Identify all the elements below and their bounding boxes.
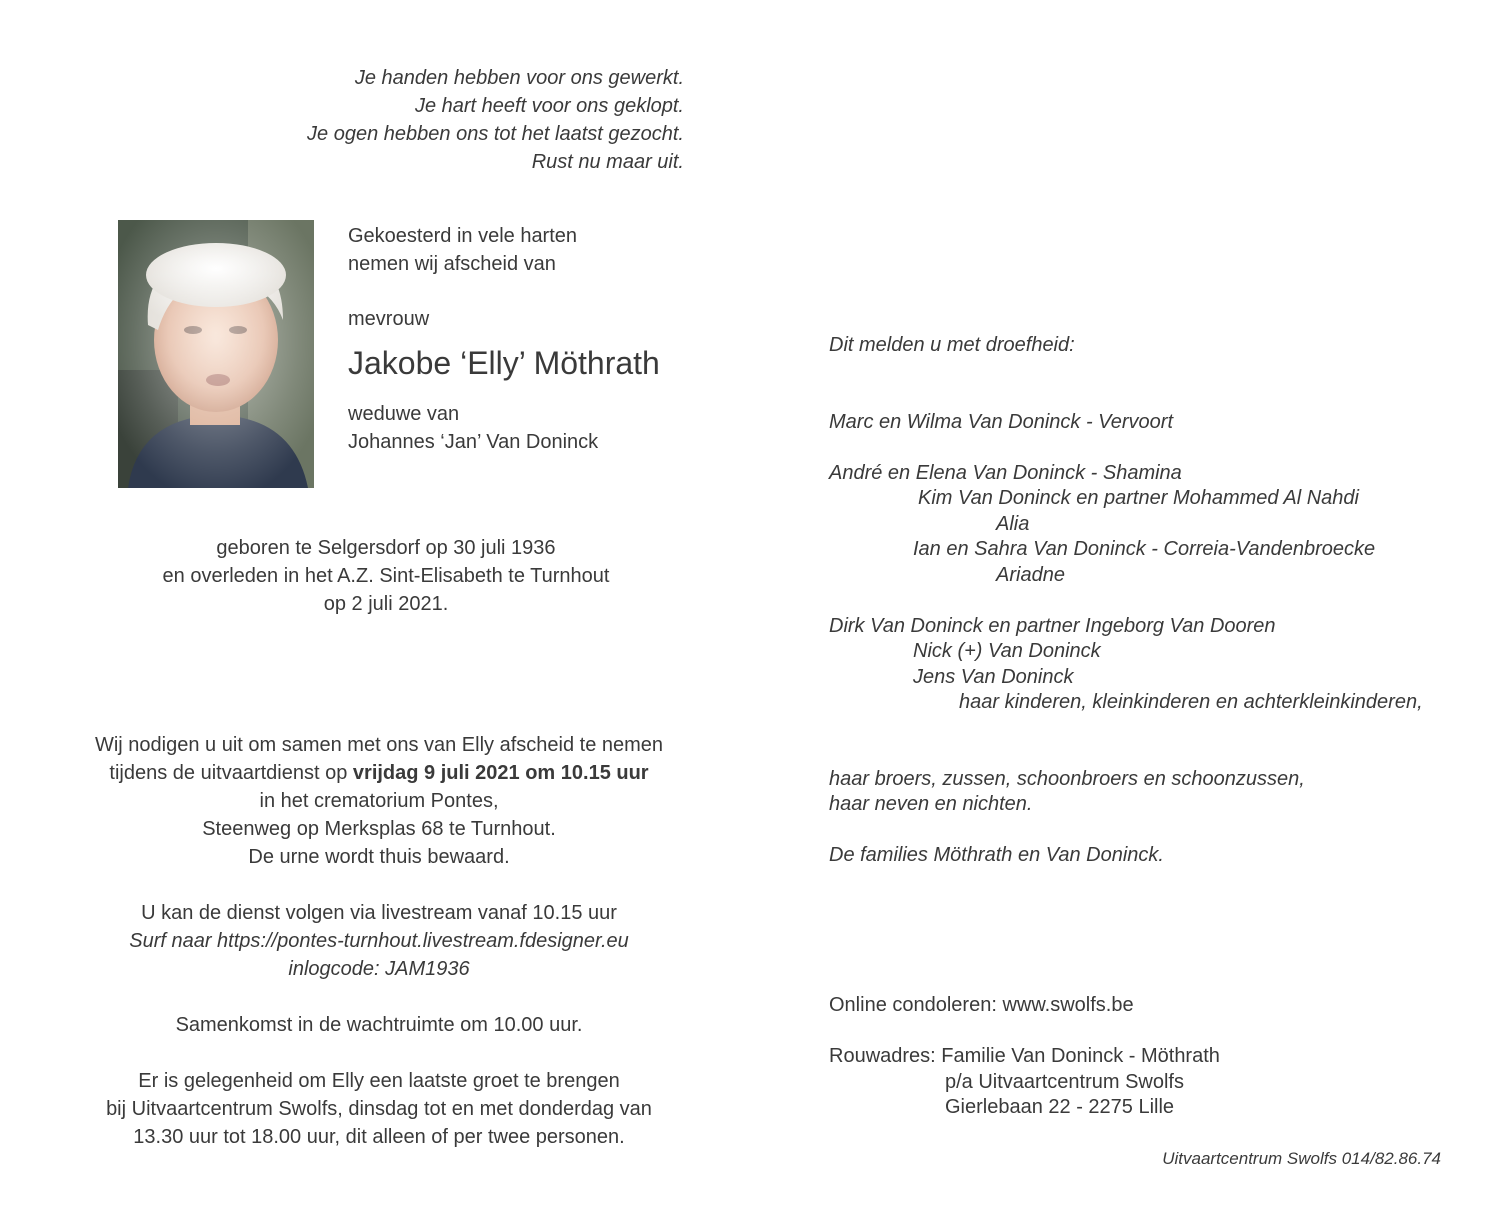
family-list: [829, 333, 1423, 869]
mourning-address: Rouwadres: Familie Van Doninck - Möthrath: [829, 1045, 1220, 1067]
family-member: Ariadne: [996, 563, 1065, 586]
family-member: André en Elena Van Doninck - Shamina: [829, 461, 1182, 484]
birth-death-info: [140, 534, 632, 618]
portrait-photo: [118, 220, 314, 488]
livestream-url: Surf naar https://pontes-turnhout.livestream.fdesigner.eu: [129, 930, 629, 952]
invite-line: in het crematorium Pontes,: [259, 790, 499, 812]
dates-line: op 2 juli 2021.: [323, 593, 449, 615]
invite-prefix: tijdens de uitvaartdienst op: [109, 762, 353, 784]
invite-line: Steenweg op Merksplas 68 te Turnhout.: [202, 818, 556, 840]
family-member: Kim Van Doninck en partner Mohammed Al Nahdi: [918, 487, 1359, 509]
deceased-name: Jakobe ‘Elly’ Möthrath: [348, 345, 660, 381]
login-code: inlogcode: JAM1936: [288, 958, 470, 980]
dates-line: en overleden in het A.Z. Sint-Elisabeth te Turnhout: [162, 565, 610, 587]
invite-line: [60, 759, 698, 787]
mourning-address: p/a Uitvaartcentrum Swolfs: [945, 1070, 1184, 1093]
funeral-invitation: [60, 731, 698, 1151]
livestream-line: U kan de dienst volgen via livestream vanaf 10.15 uur: [141, 902, 617, 924]
dates-line: geboren te Selgersdorf op 30 juli 1936: [216, 537, 556, 559]
poem: [307, 64, 684, 176]
family-summary: haar kinderen, kleinkinderen en achterkleinkinderen,: [959, 691, 1423, 713]
widow-label: weduwe van: [348, 403, 460, 425]
family-summary: De families Möthrath en Van Doninck.: [829, 844, 1164, 866]
contact-info: [829, 993, 1220, 1121]
funeral-home-footer: Uitvaartcentrum Swolfs 014/82.86.74: [1162, 1149, 1441, 1168]
spouse-name: Johannes ‘Jan’ Van Doninck: [348, 431, 599, 453]
gathering-line: Samenkomst in de wachtruimte om 10.00 uur.: [175, 1014, 583, 1036]
family-member: Alia: [996, 512, 1030, 535]
mourning-address: Gierlebaan 22 - 2275 Lille: [945, 1096, 1175, 1118]
family-summary: haar broers, zussen, schoonbroers en schoonzussen,: [829, 767, 1305, 790]
portrait-photo-icon: [118, 220, 314, 488]
invite-line: Wij nodigen u uit om samen met ons van Elly afscheid te nemen: [94, 734, 664, 756]
visit-line: 13.30 uur tot 18.00 uur, dit alleen of per twee personen.: [133, 1126, 625, 1148]
poem-line: Rust nu maar uit.: [531, 151, 684, 173]
announce-line: Dit melden u met droefheid:: [829, 334, 1075, 356]
intro-line: nemen wij afscheid van: [348, 253, 556, 275]
family-member: Dirk Van Doninck en partner Ingeborg Van Dooren: [829, 614, 1276, 637]
invite-line: De urne wordt thuis bewaard.: [248, 846, 510, 868]
intro-line: Gekoesterd in vele harten: [348, 225, 578, 247]
service-datetime: vrijdag 9 juli 2021 om 10.15 uur: [352, 762, 649, 784]
family-member: Marc en Wilma Van Doninck - Vervoort: [829, 410, 1174, 433]
family-summary: haar neven en nichten.: [829, 793, 1033, 815]
family-member: Ian en Sahra Van Doninck - Correia-Vandenbroecke: [913, 538, 1376, 560]
online-condolence: Online condoleren: www.swolfs.be: [829, 994, 1134, 1016]
family-member: Nick (+) Van Doninck: [913, 640, 1101, 662]
poem-line: Je hart heeft voor ons geklopt.: [414, 95, 684, 117]
poem-line: Je ogen hebben ons tot het laatst gezocht.: [307, 123, 684, 145]
family-member: Jens Van Doninck: [913, 665, 1074, 688]
visit-line: bij Uitvaartcentrum Swolfs, dinsdag tot en met donderdag van: [106, 1098, 652, 1120]
visit-line: Er is gelegenheid om Elly een laatste groet te brengen: [138, 1070, 620, 1092]
honorific: mevrouw: [348, 308, 430, 330]
poem-line: Je handen hebben voor ons gewerkt.: [354, 67, 684, 89]
announcement-intro: [348, 222, 660, 456]
